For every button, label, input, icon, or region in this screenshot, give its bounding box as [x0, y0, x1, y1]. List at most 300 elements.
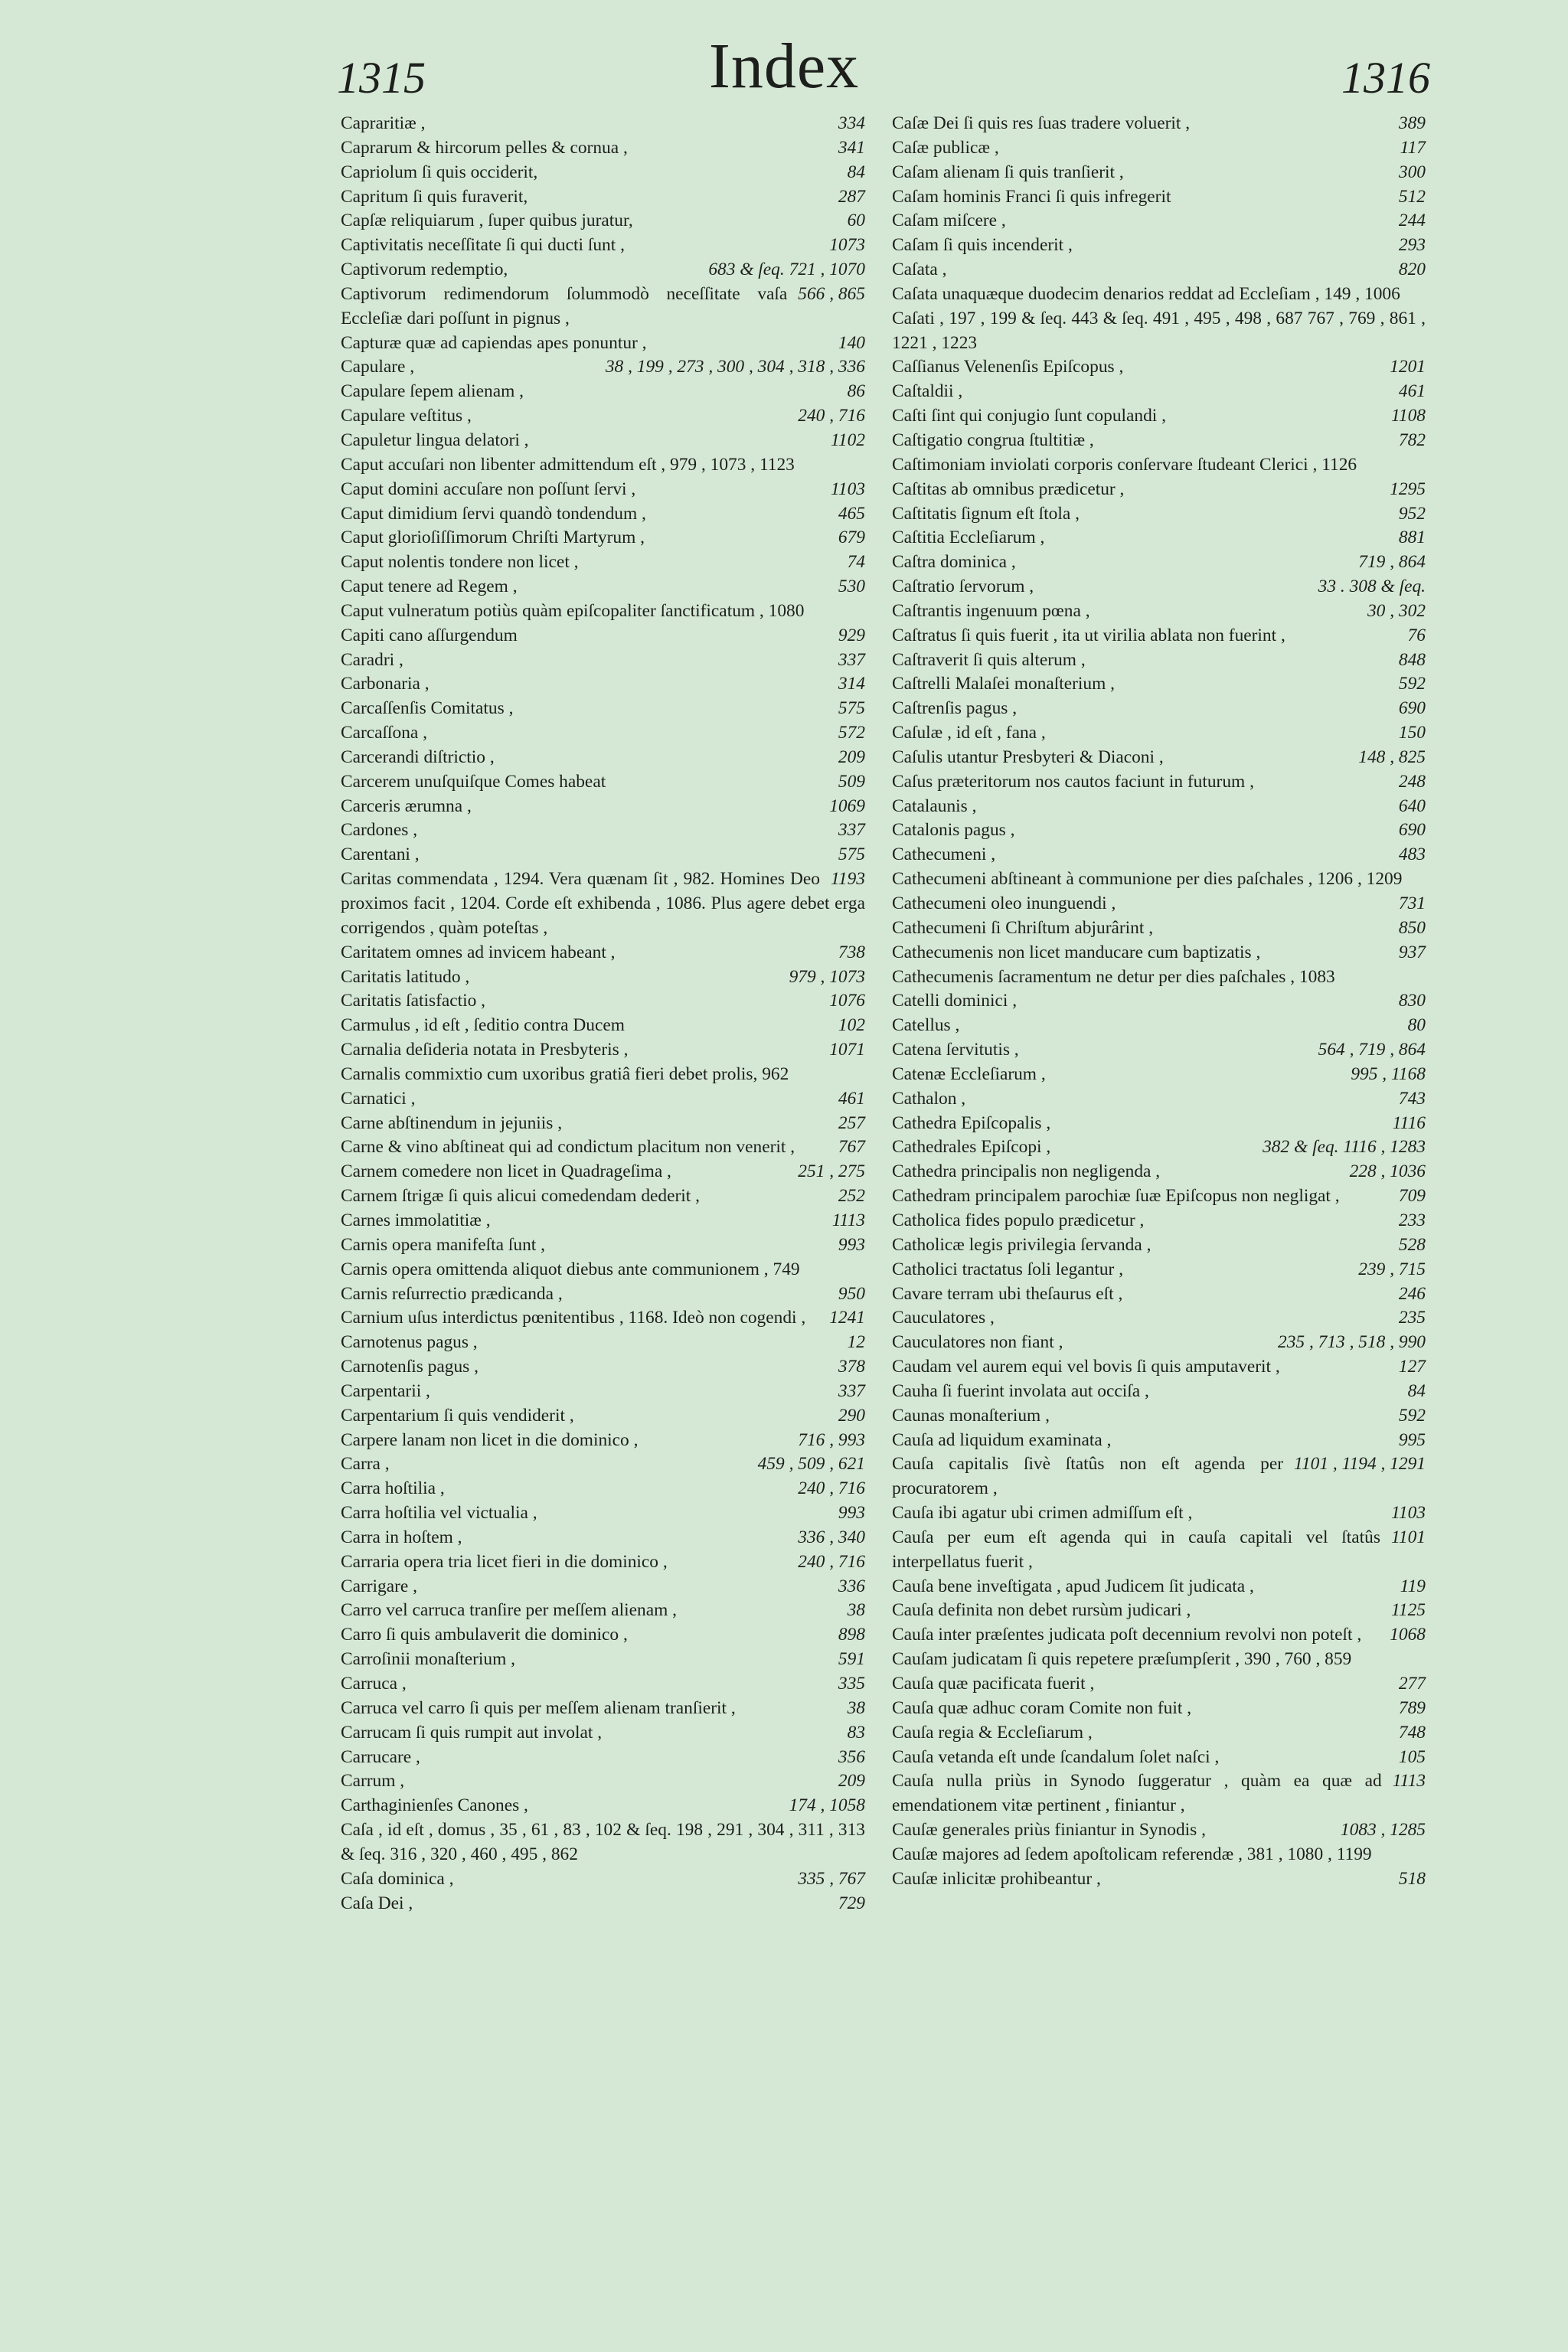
index-entry-pages: 239 , 715 [1358, 1259, 1426, 1279]
index-entry-term: Caput tenere ad Regem , [341, 577, 518, 597]
index-entry-term: Caſa Dei , [341, 1893, 413, 1913]
index-entry-pages: 743 [1398, 1088, 1426, 1109]
right-page-number: 1316 [1341, 53, 1430, 103]
index-entry-term: Catholica fides populo prædicetur , [892, 1210, 1145, 1230]
index-entry-pages: 1103 [1390, 1503, 1426, 1524]
index-entry-pages: 38 [847, 1600, 865, 1621]
index-entry-term: Carra hoſtilia vel victualia , [341, 1503, 537, 1524]
index-entry [892, 575, 1426, 599]
index-entry-term: Caſam ſi quis incenderit , [892, 235, 1073, 256]
index-entry [341, 1331, 865, 1355]
index-entry [892, 1306, 1426, 1331]
index-entry [892, 478, 1426, 502]
index-entry-term: Catalonis pagus , [892, 820, 1015, 841]
index-entry-term: Cathecumenis non licet manducare cum baptizatis , [892, 942, 1261, 962]
index-entry-pages: 850 [1398, 917, 1426, 938]
index-entry-term: Cauſa definita non debet rursùm judicari , [892, 1600, 1191, 1621]
index-entry [892, 1014, 1426, 1038]
index-entry-pages: 731 [1398, 893, 1426, 913]
index-entry-pages: 530 [838, 577, 865, 597]
index-entry [341, 599, 865, 624]
index-entry [341, 234, 865, 258]
index-entry [892, 550, 1426, 575]
index-entry-term: Carraria opera tria licet fieri in die dominico , [341, 1551, 668, 1572]
index-entry-pages: 336 , 340 [798, 1527, 865, 1547]
index-entry-pages: 1241 [829, 1308, 865, 1328]
index-entry-pages: 148 , 825 [1358, 746, 1426, 767]
index-entry [892, 1452, 1426, 1501]
index-entry-pages: 38 [847, 1697, 865, 1718]
index-entry [892, 258, 1426, 283]
index-entry [892, 161, 1426, 185]
index-entry-pages: 748 [1398, 1722, 1426, 1743]
index-entry-pages: 33 . 308 & ſeq. [1318, 577, 1426, 597]
index-entry [341, 1063, 865, 1087]
index-entry-term: Carceris ærumna , [341, 795, 472, 816]
index-entry [341, 1404, 865, 1429]
index-entry [341, 1380, 865, 1404]
index-entry [341, 1769, 865, 1794]
index-entry-pages: 1069 [829, 795, 865, 816]
index-entry-pages: 1103 [830, 479, 865, 499]
index-entry-term: Carpentarium ſi quis vendiderit , [341, 1405, 574, 1426]
index-entry-term: Carnis opera manifeſta ſunt , [341, 1234, 545, 1255]
index-entry-term: Cauſa regia & Eccleſiarum , [892, 1722, 1093, 1743]
index-entry-pages: 465 [838, 503, 865, 524]
index-entry-pages: 389 [1398, 113, 1426, 133]
index-entry [341, 1038, 865, 1063]
index-entry-term: Catellus , [892, 1015, 960, 1036]
index-entry-term: Caput domini accuſare non poſſunt ſervi , [341, 479, 636, 499]
index-entry-pages: 789 [1398, 1697, 1426, 1718]
index-entry-term: Carnis opera omittenda aliquot diebus ante communionem , 749 [341, 1259, 800, 1279]
index-entry [892, 429, 1426, 453]
index-entry-pages: 1101 [1390, 1527, 1426, 1547]
index-entry [341, 1477, 865, 1501]
index-entry-pages: 300 [1398, 162, 1426, 182]
index-entry-term: Cathalon , [892, 1088, 966, 1109]
index-entry [892, 1355, 1426, 1380]
index-entry-term: Caprarum & hircorum pelles & cornua , [341, 137, 628, 158]
index-entry [341, 209, 865, 234]
index-entry-term: Caſtigatio congrua ſtultitiæ , [892, 430, 1094, 450]
index-entry-pages: 1295 [1390, 479, 1426, 499]
index-entry [341, 478, 865, 502]
index-entry-term: Carnotenus pagus , [341, 1332, 478, 1353]
index-entry [892, 1380, 1426, 1404]
index-entry-pages: 1125 [1390, 1600, 1426, 1621]
index-entry [892, 1184, 1426, 1209]
index-entry-term: Caſati , 197 , 199 & ſeq. 443 & ſeq. 491 , 495 , 498 , 687 767 , 769 , 861 , 1221 , 1223 [892, 308, 1426, 353]
index-entry [892, 1672, 1426, 1697]
index-entry [892, 697, 1426, 721]
index-entry-term: Cauha ſi fuerint involata aut occiſa , [892, 1380, 1149, 1401]
index-entry [341, 355, 865, 380]
index-entry-pages: 640 [1398, 795, 1426, 816]
index-entry-pages: 341 [838, 137, 865, 158]
index-entry-term: Cauſam judicatam ſi quis repetere præſumpſerit , 390 , 760 , 859 [892, 1649, 1352, 1670]
index-entry-term: Carnotenſis pagus , [341, 1357, 479, 1377]
index-entry-term: Capraritiæ , [341, 113, 426, 133]
index-entry [892, 1648, 1426, 1672]
index-entry [892, 1769, 1426, 1818]
index-entry [892, 1112, 1426, 1136]
index-entry-term: Caput glorioſiſſimorum Chriſti Martyrum , [341, 528, 645, 548]
index-entry-pages: 1101 , 1194 , 1291 [1294, 1454, 1426, 1475]
index-entry-term: Catalaunis , [892, 795, 977, 816]
index-entry-pages: 881 [1398, 528, 1426, 548]
index-entry-pages: 1102 [830, 430, 865, 450]
index-entry [892, 1233, 1426, 1258]
index-entry-pages: 483 [1398, 844, 1426, 865]
index-entry [341, 1892, 865, 1916]
index-entry-pages: 86 [847, 381, 865, 402]
index-entry-term: Carra , [341, 1454, 390, 1475]
index-entry-term: Cathecumeni ſi Chriſtum abjurârint , [892, 917, 1154, 938]
index-entry-pages: 174 , 1058 [789, 1795, 865, 1816]
index-entry-term: Caritas commendata , 1294. Vera quænam ſit , 982. Homines Deo proximos facit , 1204. Corde eſt exhibenda , 1086. Plus agere debet erga corrigendos , quàm poteſtas , [341, 869, 865, 938]
index-entry-pages: 1201 [1390, 357, 1426, 377]
index-entry-term: Captivitatis neceſſitate ſi qui ducti ſunt , [341, 235, 625, 256]
index-entry-term: Caſus præteritorum nos cautos faciunt in futurum , [892, 771, 1254, 792]
index-entry-pages: 287 [838, 186, 865, 207]
index-entry [892, 1038, 1426, 1063]
index-entry-term: Carra in hoſtem , [341, 1527, 462, 1547]
index-entry [341, 1355, 865, 1380]
index-entry-pages: 898 [838, 1625, 865, 1645]
index-entry [341, 1672, 865, 1697]
index-entry-pages: 572 [838, 723, 865, 743]
index-entry-term: Caſtitas ab omnibus prædicetur , [892, 479, 1125, 499]
index-entry [892, 1697, 1426, 1721]
index-entry [341, 1648, 865, 1672]
index-entry-pages: 356 [838, 1746, 865, 1767]
index-entry-pages: 337 [838, 649, 865, 670]
index-entry-term: Carrigare , [341, 1576, 418, 1596]
index-entry [341, 1575, 865, 1599]
index-entry-pages: 683 & ſeq. 721 , 1070 [708, 260, 865, 280]
index-entry-pages: 60 [847, 211, 865, 231]
index-entry [341, 1746, 865, 1770]
index-entry-pages: 738 [838, 942, 865, 962]
index-entry [892, 355, 1426, 380]
index-entry-term: Cauſa capitalis ſivè ſtatûs non eſt agenda per procuratorem , [892, 1454, 1284, 1499]
index-entry [892, 867, 1426, 892]
index-entry [341, 1794, 865, 1818]
index-entry [341, 332, 865, 356]
index-entry-term: Caſam hominis Franci ſi quis infregerit [892, 186, 1171, 207]
index-entry-term: Carra hoſtilia , [341, 1478, 445, 1499]
index-entry-pages: 335 [838, 1674, 865, 1694]
index-entry-term: Cathecumeni , [892, 844, 996, 865]
index-entry [341, 624, 865, 648]
index-entry-pages: 592 [1398, 674, 1426, 694]
index-entry-pages: 995 [1398, 1429, 1426, 1450]
index-entry-term: Cavare terram ubi theſaurus eſt , [892, 1283, 1123, 1304]
index-entry [892, 283, 1426, 307]
index-entry-pages: 591 [838, 1649, 865, 1670]
index-entry [341, 1697, 865, 1721]
index-entry-term: Carrucam ſi quis rumpit aut involat , [341, 1722, 603, 1743]
index-entry-term: Carcaſſenſis Comitatus , [341, 698, 514, 719]
index-entry-term: Cathedrales Epiſcopi , [892, 1137, 1051, 1158]
index-entry-pages: 1068 [1390, 1625, 1426, 1645]
index-entry-pages: 290 [838, 1405, 865, 1426]
index-entry-pages: 690 [1398, 698, 1426, 719]
index-entry [341, 1599, 865, 1623]
index-entry [341, 867, 865, 941]
index-entry-pages: 38 , 199 , 273 , 300 , 304 , 318 , 336 [605, 357, 865, 377]
left-page-number: 1315 [337, 53, 426, 103]
index-entry [892, 209, 1426, 234]
index-entry-term: Carcerem unuſquiſque Comes habeat [341, 771, 606, 792]
index-entry-pages: 293 [1398, 235, 1426, 256]
index-entry [341, 1623, 865, 1648]
index-entry [341, 185, 865, 210]
index-entry-term: Capturæ quæ ad capiendas apes ponuntur , [341, 332, 647, 353]
index-entry-pages: 30 , 302 [1367, 600, 1426, 621]
index-entry [892, 746, 1426, 770]
index-entry-pages: 566 , 865 [798, 283, 865, 304]
index-entry-pages: 592 [1398, 1405, 1426, 1426]
index-entry-term: Capriolum ſi quis occiderit, [341, 162, 538, 182]
index-entry-pages: 995 , 1168 [1351, 1063, 1426, 1084]
index-entry-term: Caſtrantis ingenuum pœna , [892, 600, 1090, 621]
index-entry-term: Caudam vel aurem equi vel bovis ſi quis amputaverit , [892, 1357, 1280, 1377]
index-entry-pages: 251 , 275 [798, 1161, 865, 1182]
index-entry [341, 526, 865, 550]
index-entry-pages: 334 [838, 113, 865, 133]
index-entry-pages: 150 [1398, 723, 1426, 743]
index-entry-term: Caſtratus ſi quis fuerit , ita ut virilia ablata non fuerint , [892, 625, 1285, 645]
index-entry-term: Carnem ſtrigæ ſi quis alicui comedendam dederit , [341, 1186, 700, 1207]
index-entry-term: Catholici tractatus ſoli legantur , [892, 1259, 1124, 1279]
index-entry [892, 648, 1426, 673]
index-entry-pages: 709 [1398, 1186, 1426, 1207]
index-entry-pages: 509 [838, 771, 865, 792]
index-entry [341, 818, 865, 843]
index-entry-pages: 248 [1398, 771, 1426, 792]
index-entry-term: Capulare veſtitus , [341, 406, 472, 426]
index-entry-pages: 105 [1398, 1746, 1426, 1767]
index-entry-term: Caſæ Dei ſi quis res ſuas tradere voluerit , [892, 113, 1191, 133]
index-entry-term: Caſtimoniam inviolati corporis conſervare ſtudeant Clerici , 1126 [892, 454, 1357, 475]
index-entry-pages: 240 , 716 [798, 406, 865, 426]
index-entry-pages: 252 [838, 1186, 865, 1207]
index-entry-pages: 1116 [1392, 1112, 1426, 1133]
index-entry-term: Carnalis commixtio cum uxoribus gratiâ fieri debet prolis, 962 [341, 1063, 789, 1084]
index-entry [341, 1721, 865, 1746]
index-entry-pages: 716 , 993 [798, 1429, 865, 1450]
index-entry [892, 1501, 1426, 1526]
index-entry-pages: 1073 [829, 235, 865, 256]
index-entry-term: Capſæ reliquiarum , ſuper quibus juratur, [341, 211, 633, 231]
index-entry-pages: 240 , 716 [798, 1478, 865, 1499]
index-entry-term: Capulare ſepem alienam , [341, 381, 524, 402]
index-entry [341, 1867, 865, 1892]
index-entry-pages: 12 [847, 1332, 865, 1353]
index-entry-pages: 952 [1398, 503, 1426, 524]
index-entry [341, 721, 865, 746]
index-entry [341, 112, 865, 136]
index-entry [341, 1306, 865, 1331]
index-entry-term: Carruca , [341, 1674, 407, 1694]
index-entry [341, 843, 865, 867]
index-entry [892, 1575, 1426, 1599]
index-entry-term: Cathecumenis ſacramentum ne detur per dies paſchales , 1083 [892, 966, 1335, 987]
index-entry-term: Cauſa nulla priùs in Synodo ſuggeratur , quàm ea quæ ad emendationem vitæ pertinent , finiantur , [892, 1771, 1382, 1816]
index-entry-term: Captivorum redimendorum ſolummodò neceſſitate vaſa Eccleſiæ dari poſſunt in pignus , [341, 283, 788, 328]
index-entry-pages: 209 [838, 1771, 865, 1792]
index-entry [892, 453, 1426, 478]
index-entry-term: Cauculatores , [892, 1308, 995, 1328]
index-entry-term: Caritatem omnes ad invicem habeant , [341, 942, 616, 962]
index-entry [341, 1550, 865, 1575]
index-entry [892, 1867, 1426, 1892]
index-entry-pages: 1113 [1392, 1771, 1426, 1792]
index-entry [892, 1404, 1426, 1429]
index-entry-term: Caſtraverit ſi quis alterum , [892, 649, 1086, 670]
index-entry-pages: 235 , 713 , 518 , 990 [1278, 1332, 1426, 1353]
index-entry-term: Caſulis utantur Presbyteri & Diaconi , [892, 746, 1164, 767]
index-entry [892, 307, 1426, 356]
index-entry [341, 1087, 865, 1112]
index-entry [341, 1282, 865, 1307]
index-entry-term: Capulare , [341, 357, 415, 377]
index-entry-term: Caput nolentis tondere non licet , [341, 552, 579, 573]
index-entry-pages: 461 [838, 1088, 865, 1109]
index-entry-term: Carroſinii monaſterium , [341, 1649, 516, 1670]
index-column-right [892, 112, 1426, 1892]
index-entry-term: Carmulus , id eſt , ſeditio contra Ducem [341, 1015, 625, 1036]
index-entry-pages: 979 , 1073 [789, 966, 865, 987]
index-entry [892, 624, 1426, 648]
index-entry [341, 795, 865, 819]
index-entry-pages: 820 [1398, 260, 1426, 280]
index-entry-pages: 76 [1407, 625, 1426, 645]
index-entry-pages: 74 [847, 552, 865, 573]
index-entry-pages: 1113 [831, 1210, 865, 1230]
index-entry [341, 1429, 865, 1453]
index-entry [892, 1599, 1426, 1623]
index-entry [341, 1258, 865, 1282]
index-entry-term: Cauſæ majores ad ſedem apoſtolicam referendæ , 381 , 1080 , 1199 [892, 1844, 1372, 1864]
index-entry [892, 1282, 1426, 1307]
index-entry-term: Cathedram principalem parochiæ ſuæ Epiſcopus non negligat , [892, 1186, 1340, 1207]
index-entry [892, 989, 1426, 1014]
index-entry-pages: 233 [1398, 1210, 1426, 1230]
index-entry-pages: 461 [1398, 381, 1426, 402]
index-entry-pages: 929 [838, 625, 865, 645]
index-entry-pages: 378 [838, 1357, 865, 1377]
index-entry [341, 697, 865, 721]
index-entry-term: Carnis reſurrectio prædicanda , [341, 1283, 563, 1304]
index-entry-term: Capuletur lingua delatori , [341, 430, 529, 450]
index-entry [892, 672, 1426, 697]
index-entry [341, 283, 865, 332]
index-entry [892, 502, 1426, 527]
index-entry-pages: 950 [838, 1283, 865, 1304]
index-entry [341, 746, 865, 770]
index-entry-term: Cauſa quæ adhuc coram Comite non fuit , [892, 1697, 1192, 1718]
index-entry [892, 843, 1426, 867]
index-entry-pages: 117 [1400, 137, 1426, 158]
index-entry-pages: 1083 , 1285 [1340, 1820, 1426, 1841]
index-entry-pages: 993 [838, 1503, 865, 1524]
index-entry-term: Caradri , [341, 649, 403, 670]
index-entry-term: Carpere lanam non licet in die dominico , [341, 1429, 639, 1450]
page-header [0, 29, 1568, 113]
index-entry-term: Caritatis ſatisfactio , [341, 991, 486, 1011]
index-entry-term: Caput dimidium ſervi quandò tondendum , [341, 503, 646, 524]
index-entry [892, 1087, 1426, 1112]
index-entry-term: Cauſa quæ pacificata fuerit , [892, 1674, 1095, 1694]
index-entry-term: Caritatis latitudo , [341, 966, 470, 987]
index-entry [892, 234, 1426, 258]
index-entry [341, 161, 865, 185]
index-entry-pages: 246 [1398, 1283, 1426, 1304]
index-entry-pages: 80 [1407, 1015, 1426, 1036]
index-entry-term: Cauſa per eum eſt agenda qui in cauſa capitali vel ſtatûs interpellatus fuerit , [892, 1527, 1380, 1572]
index-entry [341, 1818, 865, 1867]
index-entry-term: Cauſa ibi agatur ubi crimen admiſſum eſt , [892, 1503, 1193, 1524]
index-entry-pages: 1076 [829, 991, 865, 1011]
index-entry-term: Cauſa inter præſentes judicata poſt decennium revolvi non poteſt , [892, 1625, 1362, 1645]
index-entry-term: Catholicæ legis privilegia ſervanda , [892, 1234, 1152, 1255]
index-entry-term: Carnem comedere non licet in Quadrageſima , [341, 1161, 671, 1182]
index-entry [892, 380, 1426, 404]
index-entry [892, 404, 1426, 429]
index-entry [341, 136, 865, 161]
index-entry [892, 1429, 1426, 1453]
index-entry [892, 1258, 1426, 1282]
index-entry-pages: 84 [1407, 1380, 1426, 1401]
index-entry-pages: 257 [838, 1112, 865, 1133]
index-entry-pages: 459 , 509 , 621 [757, 1454, 865, 1475]
index-entry-term: Carnalia deſideria notata in Presbyteris , [341, 1040, 629, 1060]
index-entry-term: Cathecumeni abſtineant à communione per dies paſchales , 1206 , 1209 [892, 869, 1403, 890]
index-entry-pages: 382 & ſeq. 1116 , 1283 [1263, 1137, 1426, 1158]
index-entry [892, 795, 1426, 819]
index-entry [892, 1160, 1426, 1184]
index-entry [892, 965, 1426, 990]
index-entry-term: Cauſa bene inveſtigata , apud Judicem ſit judicata , [892, 1576, 1254, 1596]
index-entry [341, 941, 865, 965]
index-entry-term: Catena ſervitutis , [892, 1040, 1019, 1060]
index-entry-term: Cauſæ inlicitæ prohibeantur , [892, 1868, 1101, 1889]
index-entry [892, 1209, 1426, 1233]
index-entry-term: Cathedra principalis non negligenda , [892, 1161, 1161, 1182]
index-entry-term: Carnatici , [341, 1088, 416, 1109]
index-entry-term: Caſſianus Velenenſis Epiſcopus , [892, 357, 1124, 377]
index-entry-term: Cardones , [341, 820, 418, 841]
index-entry-term: Cathecumeni oleo inunguendi , [892, 893, 1116, 913]
index-entry [892, 185, 1426, 210]
index-entry-pages: 235 [1398, 1308, 1426, 1328]
index-entry [892, 1721, 1426, 1746]
index-entry [341, 770, 865, 795]
index-entry-term: Carro vel carruca tranſire per meſſem alienam , [341, 1600, 677, 1621]
page-title: Index [708, 31, 860, 102]
index-entry [341, 429, 865, 453]
index-entry-pages: 209 [838, 746, 865, 767]
index-entry-pages: 830 [1398, 991, 1426, 1011]
index-entry-pages: 993 [838, 1234, 865, 1255]
index-entry-term: Captivorum redemptio, [341, 260, 508, 280]
index-entry-term: Cauſa vetanda eſt unde ſcandalum ſolet naſci , [892, 1746, 1220, 1767]
index-entry-term: Caſam miſcere , [892, 211, 1006, 231]
index-entry-pages: 575 [838, 698, 865, 719]
